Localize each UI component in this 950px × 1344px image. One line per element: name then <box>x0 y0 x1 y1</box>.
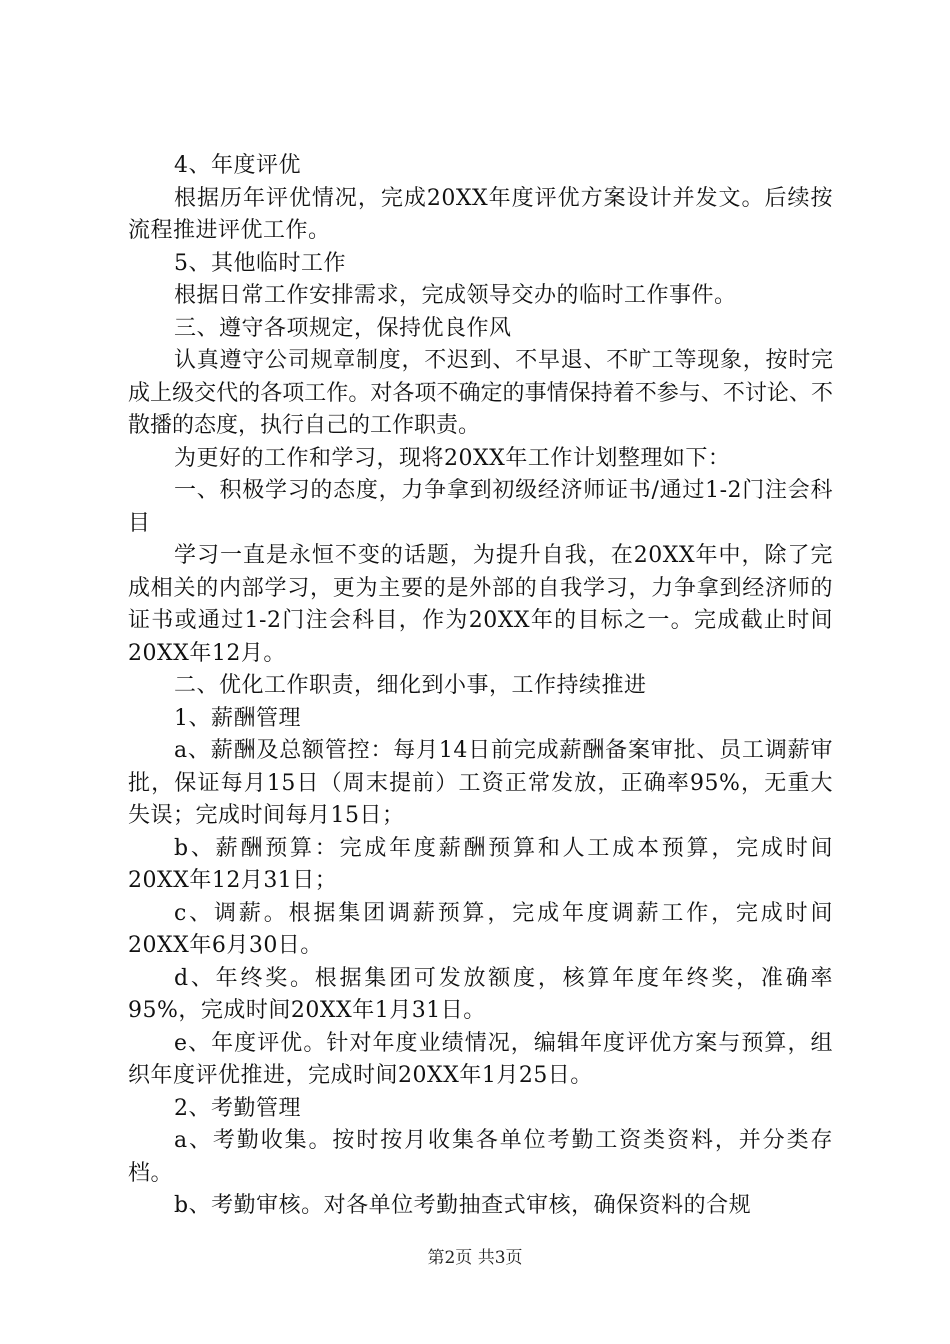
paragraph: 根据日常工作安排需求，完成领导交办的临时工作事件。 <box>174 283 737 308</box>
paragraph: b、考勤审核。对各单位考勤抽查式审核，确保资料的合规 <box>174 1193 752 1218</box>
paragraph: 学习一直是永恒不变的话题，为提升自我，在20XX年中，除了完成相关的内部学习，更为主要的是外部的自我学习，力争拿到经济师的证书或通过1-2门注会科目，作为20XX年的目标之一。完成截止时间20XX年12月。 <box>128 543 833 666</box>
paragraph: 5、其他临时工作 <box>174 250 346 276</box>
paragraph: d、年终奖。根据集团可发放额度，核算年度年终奖，准确率95%，完成时间20XX年1月31日。 <box>128 965 833 1023</box>
paragraph: c、调薪。根据集团调薪预算，完成年度调薪工作，完成时间20XX年6月30日。 <box>128 900 833 958</box>
paragraph: 根据历年评优情况，完成20XX年度评优方案设计并发文。后续按流程推进评优工作。 <box>128 185 833 243</box>
paragraph: 2、考勤管理 <box>174 1095 301 1121</box>
paragraph: 为更好的工作和学习，现将20XX年工作计划整理如下： <box>174 445 731 471</box>
paragraph: 1、薪酬管理 <box>174 705 301 731</box>
paragraph: 三、遵守各项规定，保持优良作风 <box>174 315 512 341</box>
document-body <box>128 150 833 1223</box>
paragraph: e、年度评优。针对年度业绩情况，编辑年度评优方案与预算，组织年度评优推进，完成时间20XX年1月25日。 <box>128 1030 833 1088</box>
page-footer: 第2页 共3页 <box>427 1248 523 1268</box>
paragraph: 一、积极学习的态度，力争拿到初级经济师证书/通过1-2门注会科目 <box>128 478 833 536</box>
paragraph: 认真遵守公司规章制度，不迟到、不早退、不旷工等现象，按时完成上级交代的各项工作。对各项不确定的事情保持着不参与、不讨论、不散播的态度，执行自己的工作职责。 <box>128 348 833 438</box>
paragraph: b、薪酬预算：完成年度薪酬预算和人工成本预算，完成时间20XX年12月31日； <box>128 835 833 893</box>
paragraph: a、考勤收集。按时按月收集各单位考勤工资类资料，并分类存档。 <box>128 1128 833 1186</box>
paragraph: 4、年度评优 <box>174 153 301 178</box>
paragraph: a、薪酬及总额管控：每月14日前完成薪酬备案审批、员工调薪审批，保证每月15日（周末提前）工资正常发放，正确率95%，无重大失误；完成时间每月15日； <box>128 738 833 828</box>
paragraph: 二、优化工作职责，细化到小事，工作持续推进 <box>174 673 647 698</box>
